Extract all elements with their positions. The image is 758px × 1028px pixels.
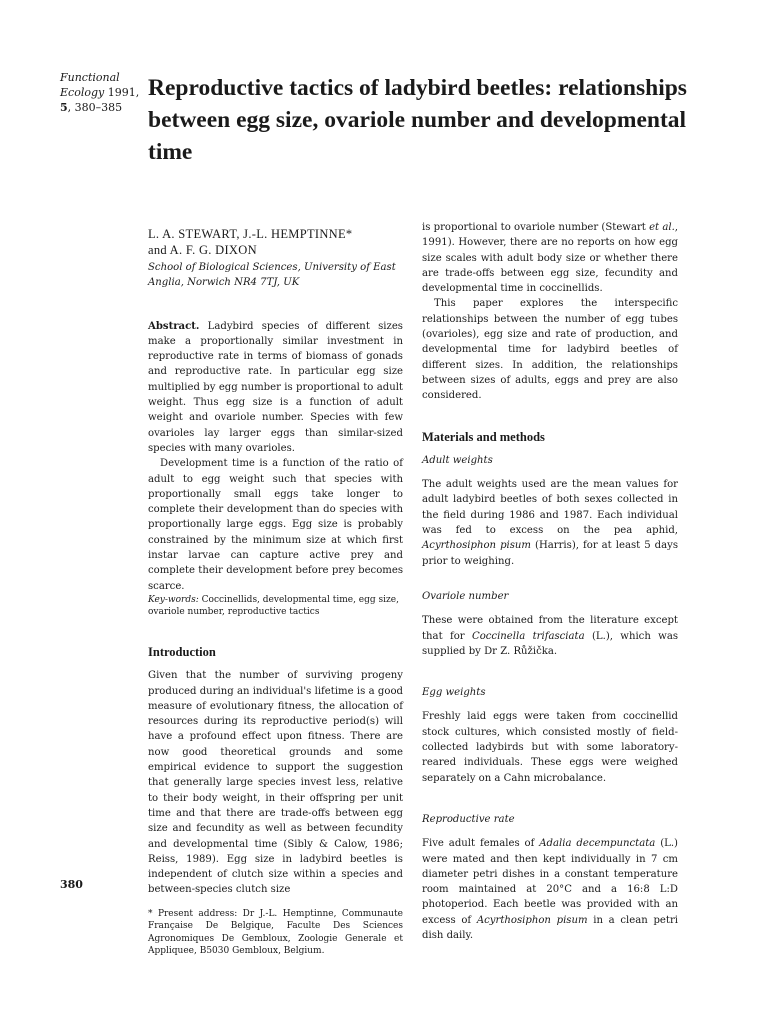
reproductive-rate-text bbox=[422, 836, 678, 943]
journal-name-line1: Functional bbox=[60, 71, 120, 84]
journal-volume-pages bbox=[60, 100, 140, 115]
intro-paragraph-2: This paper explores the interspecific relationships between the number of egg tubes (ovarioles), egg size and rate of production, and developmental time for ladybird beetles of different sizes. In addition, the relationships between sizes of adults, eggs and prey are also considered. bbox=[422, 298, 678, 402]
journal-name-year-line bbox=[60, 85, 140, 100]
adult-weights-text-a: The adult weights used are the mean values for adult ladybird beetles of both sexes collected in the field during 1986 and 1987. Each individual was fed to excess on the pea aphid, bbox=[422, 479, 678, 537]
keywords-label: Key-words: bbox=[148, 594, 199, 605]
left-column bbox=[148, 226, 403, 958]
species-name: Acyrthosiphon pisum bbox=[476, 914, 588, 926]
egg-weights-text: Freshly laid eggs were taken from coccinellid stock cultures, which consisted mostly of field-collected ladybirds but with some laboratory-reared individuals. These eggs were weighed separately on a Cahn microbalance. bbox=[422, 711, 678, 784]
abstract-label: Abstract. bbox=[148, 320, 200, 332]
repro-text-b: (L.) were mated and then kept individually in 7 cm diameter petri dishes in a constant temperature room maintained at 20°C and a 16:8 L:D photoperiod. Each beetle was provided with an excess of bbox=[422, 838, 678, 926]
adult-weights-text-b: (Harris), for at least 5 days prior to weighing. bbox=[422, 540, 679, 567]
authors-line1: L. A. STEWART, J.-L. HEMPTINNE* bbox=[148, 227, 353, 241]
methods-heading: Materials and methods bbox=[422, 429, 545, 444]
repro-text-a: Five adult females of bbox=[422, 838, 540, 850]
journal-year: 1991, bbox=[107, 86, 140, 99]
et-al: et al. bbox=[649, 222, 675, 233]
intro-continued-text-b: , 1991). However, there are no reports on how egg size scales with adult body size or whether there are trade-offs between egg size, fecundity and developmental time in coccinellids. bbox=[422, 222, 678, 295]
keywords bbox=[148, 594, 403, 619]
adult-weights-text bbox=[422, 477, 678, 569]
ovariole-text-a: These were obtained from the literature except that for bbox=[422, 615, 678, 642]
abstract-paragraph-1 bbox=[148, 319, 403, 457]
page-number: 380 bbox=[60, 878, 83, 891]
ovariole-text-b: (L.), which was supplied by Dr Z. Růžička. bbox=[422, 630, 679, 657]
journal-name-line2: Ecology bbox=[60, 86, 105, 99]
species-name: Coccinella trifasciata bbox=[471, 630, 585, 642]
introduction-heading: Introduction bbox=[148, 644, 216, 659]
species-name: Adalia decempunctata bbox=[539, 838, 656, 850]
abstract-paragraph-2: Development time is a function of the ratio of adult to egg weight such that species with proportionally small eggs take longer to complete their development than do species with proportionally large eggs. Egg size is probably constrained by the minimum size at which first instar larvae can capture active prey and complete their development before prey becomes scarce. bbox=[148, 458, 403, 592]
species-name: Acyrthosiphon pisum bbox=[422, 540, 532, 552]
abstract-text-1: Ladybird species of different sizes make a proportionally similar investment in reproductive rate in terms of biomass of gonads and reproductive rate. In particular egg size multiplied by egg number is proportional to adult weight. Thus egg size is a function of adult weight and ovariole number. Species with few ovarioles lay larger eggs than similar-sized species with many ovarioles. bbox=[148, 320, 403, 454]
adult-weights-heading: Adult weights bbox=[422, 454, 493, 466]
journal-pages: , 380–385 bbox=[67, 101, 123, 114]
right-column bbox=[422, 220, 678, 943]
repro-text-c: in a clean petri dish daily. bbox=[422, 914, 679, 941]
footnote: * Present address: Dr J.-L. Hemptinne, Communaute Française De Belgique, Faculte Des Sciences Agronomiques De Gembloux, Zoologie Generale et Appliquee, B5030 Gembloux, Belgium. bbox=[148, 908, 403, 957]
ovariole-number-heading: Ovariole number bbox=[422, 590, 509, 602]
article-title: Reproductive tactics of ladybird beetles: relationships between egg size, ovariole number and developmental time bbox=[148, 75, 687, 165]
journal-info bbox=[60, 70, 140, 115]
authors-line2: and A. F. G. DIXON bbox=[148, 243, 257, 257]
intro-continued bbox=[422, 220, 678, 296]
introduction-text: Given that the number of surviving progeny produced during an individual's lifetime is a good measure of evolutionary fitness, the allocation of resources during its reproductive period(s) will have a profound effect upon fitness. There are now good theoretical grounds and some empirical evidence to support the suggestion that generally large species invest less, relative to their body weight, in their offspring per unit time and that there are trade-offs between egg size and fecundity as well as between fecundity and developmental time (Sibly & Calow, 1986; Reiss, 1989). Egg size in ladybird beetles is independent of clutch size within a species and between-species clutch size bbox=[148, 670, 403, 896]
intro-continued-text-a: is proportional to ovariole number (Stewart bbox=[422, 222, 650, 233]
ovariole-number-text bbox=[422, 613, 678, 659]
keywords-text: Coccinellids, developmental time, egg size, ovariole number, reproductive tactics bbox=[148, 594, 399, 618]
egg-weights-heading: Egg weights bbox=[422, 687, 486, 699]
author-affiliation: School of Biological Sciences, University of East Anglia, Norwich NR4 7TJ, UK bbox=[148, 262, 396, 289]
journal-volume: 5 bbox=[60, 101, 68, 114]
reproductive-rate-heading: Reproductive rate bbox=[422, 813, 515, 825]
